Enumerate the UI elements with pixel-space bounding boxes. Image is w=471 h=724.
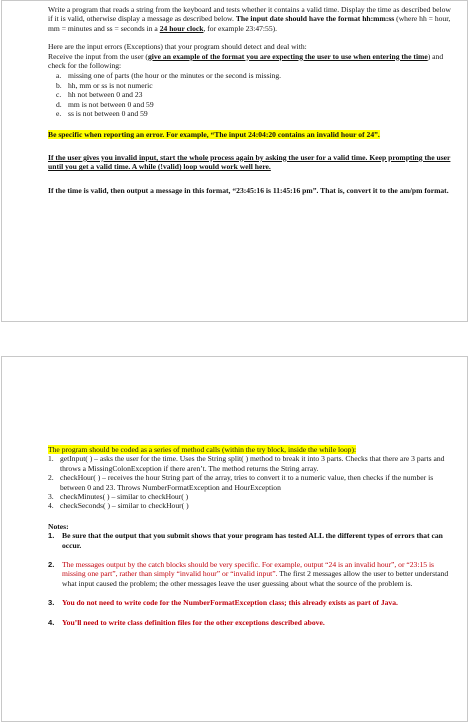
page-gap	[0, 322, 471, 356]
specific-text: Be specific when reporting an error. For example, “The input 24:04:20 contains an invalid hour of 24”.	[48, 130, 380, 140]
methods-intro	[48, 445, 455, 454]
methods-list	[48, 454, 455, 510]
list-text: hh not between 0 and 23	[68, 90, 143, 100]
receive-text-end: ) and check for the following:	[48, 51, 444, 71]
list-text: ss is not between 0 and 59	[68, 109, 148, 119]
list-text: mm is not between 0 and 59	[68, 99, 154, 109]
list-marker: 2.	[48, 473, 54, 483]
note-item	[48, 560, 455, 588]
page-2-content	[48, 445, 455, 627]
list-marker: 3.	[48, 492, 54, 502]
page-1-content	[48, 5, 455, 195]
intro-paragraph	[48, 5, 455, 33]
note-marker: 1.	[48, 531, 55, 541]
clock-format: 24 hour clock	[159, 23, 204, 33]
list-text: checkMinutes( ) – similar to checkHour( )	[60, 492, 189, 502]
format-requirement: The input date should have the format hh:mm:ss	[235, 14, 395, 24]
list-item	[48, 501, 455, 510]
receive-paragraph	[48, 52, 455, 71]
intro-text: Write a program that reads a string from the keyboard and tests whether it contains a valid time. Display the time as described below if it is valid, otherwise display a message as described below.	[48, 5, 451, 24]
list-marker: 1.	[48, 454, 54, 464]
list-item	[48, 100, 455, 109]
specific-paragraph	[48, 130, 455, 139]
receive-text: Receive the input from the user (	[48, 51, 148, 61]
note-text: The messages output by the catch blocks should be very specific. For example, output “24 is an invalid hour”, or “23:15 is missing one part”, rather than simply “invalid hour” or “invalid input”.	[62, 560, 435, 579]
list-text: hh, mm or ss is not numeric	[68, 80, 153, 90]
list-marker: c.	[56, 90, 62, 100]
list-marker: 4.	[48, 501, 54, 511]
list-marker: e.	[56, 109, 62, 119]
list-text: getInput( ) – asks the user for the time. Uses the String split( ) method to break it into 3 parts. Checks that there are 3 parts and throws a MissingColonException if there aren’t. The method returns the String array.	[60, 454, 445, 473]
note-item	[48, 598, 455, 607]
list-text: missing one of parts (the hour or the minutes or the second is missing.	[68, 71, 282, 81]
valid-output-paragraph: If the time is valid, then output a message in this format, “23:45:16 is 11:45:16 pm”. That is, convert it to the am/pm format.	[48, 185, 449, 195]
note-marker: 4.	[48, 617, 55, 627]
note-text-extra: The first 2 messages allow the user to better understand what input caused the problem; the other messages leave the user guessing about what the source of the problem is.	[62, 569, 449, 588]
notes-heading: Notes:	[48, 521, 69, 531]
intro-text-cont: (where hh = hour, mm = minutes and ss = seconds in a	[48, 14, 451, 33]
note-item	[48, 618, 455, 627]
list-text: checkSeconds( ) – similar to checkHour( )	[60, 501, 189, 511]
notes-list	[48, 531, 455, 627]
receive-emphasis: give an example of the format you are expecting the user to use when entering the time	[147, 51, 428, 61]
note-text: Be sure that the output that you submit shows that your program has tested ALL the different types of errors that can occur.	[62, 531, 443, 550]
list-item	[48, 90, 455, 99]
list-item	[48, 492, 455, 501]
list-item	[48, 109, 455, 118]
note-text: You do not need to write code for the NumberFormatException class; this already exists as part of Java.	[62, 598, 398, 608]
methods-intro-text: The program should be coded as a series of method calls (within the try block, inside the while loop):	[48, 445, 357, 454]
list-marker: d.	[56, 99, 62, 109]
list-text: checkHour( ) – receives the hour String part of the array, tries to convert it to a numeric value, then checks if the number is between 0 and 23. Throws NumberFormatException and HourException	[60, 473, 434, 492]
error-checks-list	[48, 71, 455, 118]
list-item	[48, 71, 455, 80]
note-marker: 3.	[48, 598, 55, 608]
document-page-2	[1, 356, 468, 722]
note-item	[48, 531, 455, 550]
list-marker: a.	[56, 71, 62, 81]
list-item	[48, 454, 455, 473]
intro-example: , for example 23:47:55).	[203, 23, 278, 33]
list-item	[48, 473, 455, 492]
list-item	[48, 81, 455, 90]
note-marker: 2.	[48, 560, 55, 570]
note-text: You’ll need to write class definition files for the other exceptions described above.	[62, 617, 325, 627]
errors-intro: Here are the input errors (Exceptions) that your program should detect and deal with:	[48, 42, 307, 52]
invalid-input-paragraph: If the user gives you invalid input, start the whole process again by asking the user for a valid time. Keep prompting the user until you get a valid time. A while (!valid) loop would work well here.	[48, 152, 451, 172]
document-page-1	[1, 0, 468, 322]
list-marker: b.	[56, 80, 62, 90]
